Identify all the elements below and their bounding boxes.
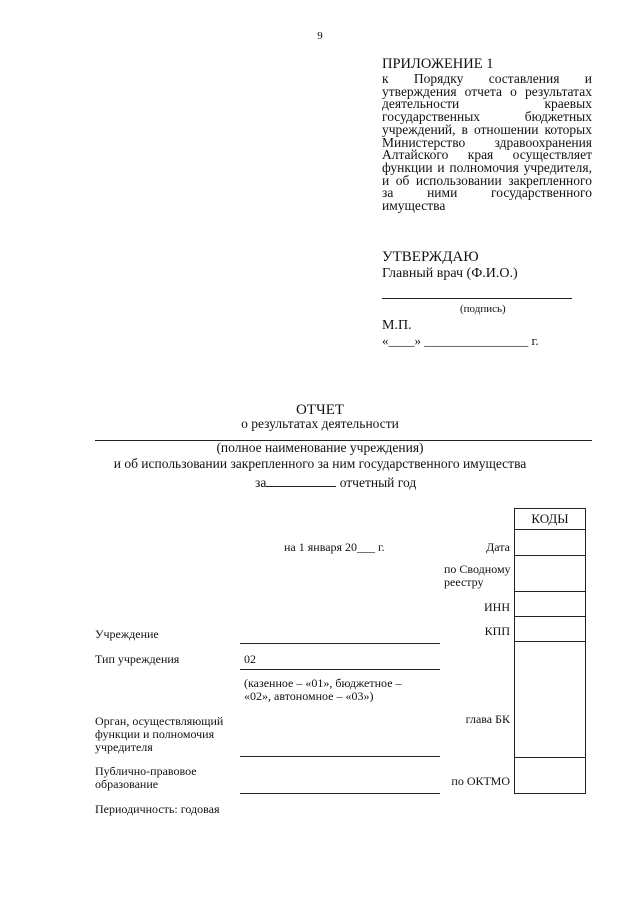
code-cell-oktmo[interactable] <box>515 758 586 794</box>
code-cell-registry[interactable] <box>515 556 586 592</box>
institution-caption: (полное наименование учреждения) <box>216 440 424 455</box>
signature-line <box>382 298 572 299</box>
approval-date-line: «____» ________________ г. <box>382 333 539 348</box>
year-blank <box>266 474 336 487</box>
founder-field-line <box>240 756 440 757</box>
report-year-line <box>255 474 455 491</box>
codes-table <box>514 508 586 794</box>
institution-field-line <box>240 643 440 644</box>
appendix-text: к Порядку составления и утверждения отчета о результатах деятельности краевых государственных бюджетных учреждений, в отношении которых Министерство здравоохранения Алтайского края осуществляет функции и полномочия учредителя, и об использовании закрепленного за ними государственного имущества <box>382 71 592 214</box>
type-field-line <box>240 669 440 670</box>
type-label: Тип учреждения <box>95 652 180 666</box>
code-cell-inn[interactable] <box>515 592 586 617</box>
periodicity-label: Периодичность: годовая <box>95 802 220 816</box>
code-cell-kpp[interactable] <box>515 617 586 642</box>
approval-heading: УТВЕРЖДАЮ <box>382 249 479 265</box>
code-label-registry: по Сводному реестру <box>444 562 511 589</box>
code-label-kpp: КПП <box>484 624 510 638</box>
institution-label: Учреждение <box>95 627 159 641</box>
code-cell-bk[interactable] <box>515 642 586 758</box>
year-suffix: отчетный год <box>339 475 417 490</box>
public-entity-label: Публично-правовое образование <box>95 764 197 791</box>
year-prefix: за <box>255 475 267 490</box>
as-of-date: на 1 января 20___ г. <box>284 540 385 554</box>
type-value: 02 <box>244 652 256 666</box>
type-note: (казенное – «01», бюджетное – «02», автономное – «03») <box>244 676 402 703</box>
seal-label: М.П. <box>382 318 412 333</box>
appendix-title: ПРИЛОЖЕНИЕ 1 <box>382 56 494 72</box>
code-label-oktmo: по ОКТМО <box>451 774 510 788</box>
report-subtitle: о результатах деятельности <box>241 416 399 431</box>
code-label-bk: глава БК <box>465 712 510 726</box>
report-title: ОТЧЕТ <box>295 402 345 418</box>
code-label-date: Дата <box>486 540 510 554</box>
founder-label: Орган, осуществляющий функции и полномочия учредителя <box>95 714 224 754</box>
signature-caption: (подпись) <box>460 303 506 315</box>
property-line: и об использовании закрепленного за ним государственного имущества <box>113 456 527 471</box>
approval-position: Главный врач (Ф.И.О.) <box>382 266 518 281</box>
page-number: 9 <box>317 30 323 42</box>
code-label-inn: ИНН <box>484 600 510 614</box>
codes-header: КОДЫ <box>515 509 586 530</box>
public-entity-field-line <box>240 793 440 794</box>
code-cell-date[interactable] <box>515 530 586 556</box>
